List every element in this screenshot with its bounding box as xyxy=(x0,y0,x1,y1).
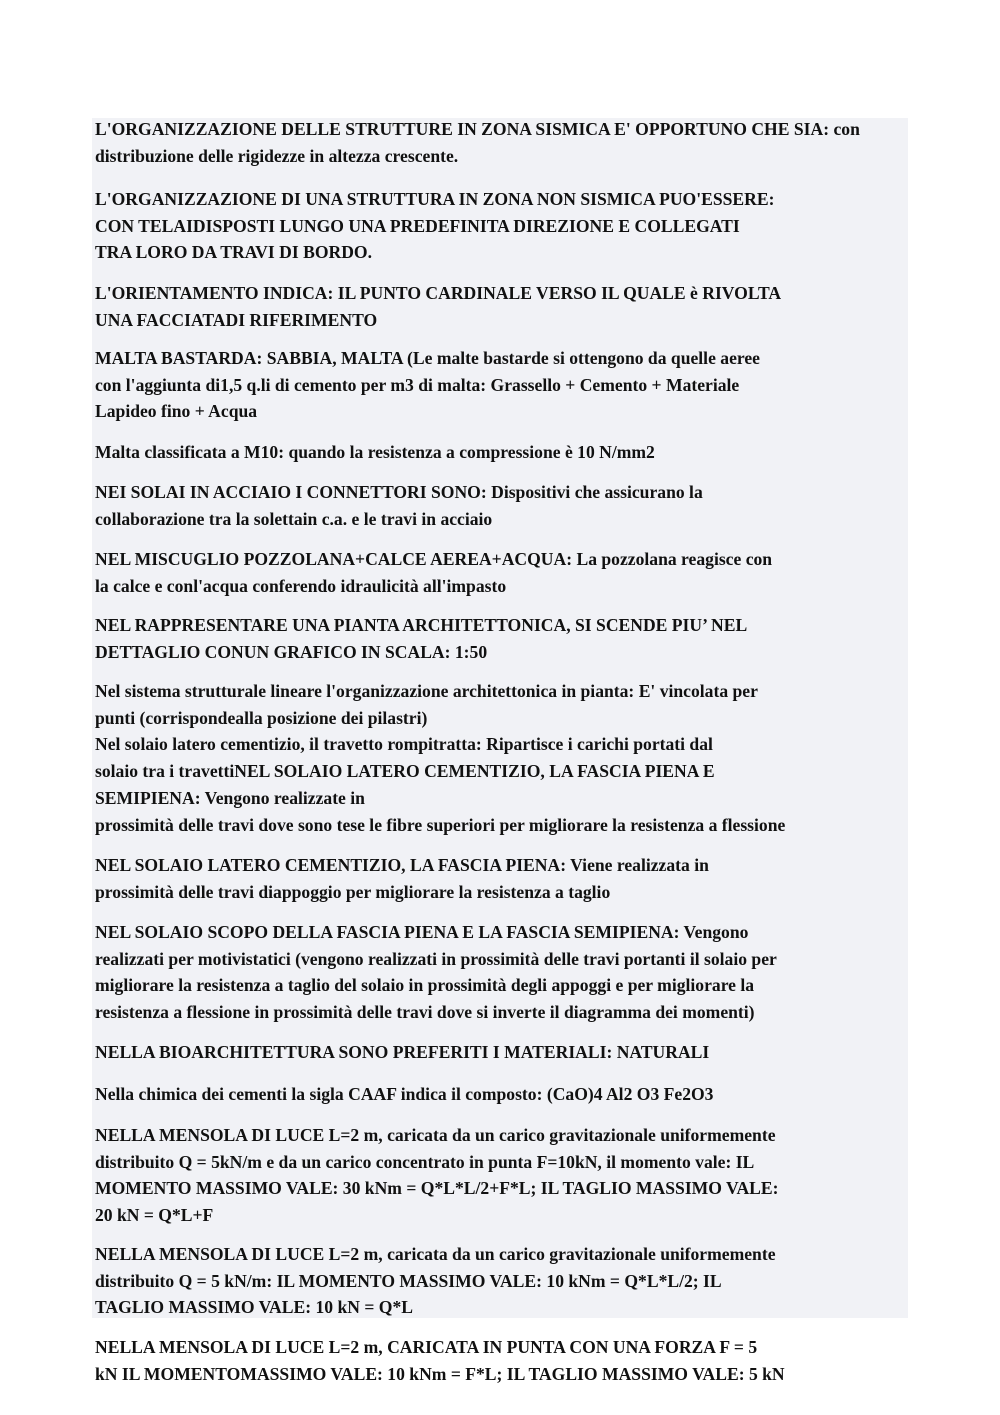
text-line: migliorare la resistenza a taglio del solaio in prossimità degli appoggi e per migliorare la xyxy=(95,975,755,996)
text-line: Lapideo fino + Acqua xyxy=(95,401,258,422)
text-line: NEL RAPPRESENTARE UNA PIANTA ARCHITETTONICA, SI SCENDE PIU’ NEL xyxy=(95,615,748,635)
text-line: Nel solaio latero cementizio, il travetto rompitratta: Ripartisce i carichi portati dal xyxy=(95,734,713,755)
text-line: kN IL MOMENTOMASSIMO VALE: 10 kNm = F*L; IL TAGLIO MASSIMO VALE: 5 kN xyxy=(95,1363,785,1384)
text-line: NELLA MENSOLA DI LUCE L=2 m, CARICATA IN PUNTA CON UNA FORZA F = 5 xyxy=(95,1337,758,1357)
paragraph-bioarchitettura xyxy=(95,1039,709,1066)
paragraph-fascia-semipiena xyxy=(95,919,777,1026)
paragraph-sistema-strutturale xyxy=(95,678,785,838)
text-line: prossimità delle travi diappoggio per migliorare la resistenza a taglio xyxy=(95,881,611,902)
paragraph-solai-acciaio xyxy=(95,479,703,532)
paragraph-pozzolana xyxy=(95,546,772,599)
text-line: MOMENTO MASSIMO VALE: 30 kNm = Q*L*L/2+F*L; IL TAGLIO MASSIMO VALE: xyxy=(95,1178,779,1199)
text-line: CON TELAIDISPOSTI LUNGO UNA PREDEFINITA DIREZIONE E COLLEGATI xyxy=(95,215,740,236)
text-line: resistenza a flessione in prossimità delle travi dove si inverte il diagramma dei momenti) xyxy=(95,1002,755,1023)
text-line: distribuito Q = 5 kN/m: IL MOMENTO MASSIMO VALE: 10 kNm = Q*L*L/2; IL xyxy=(95,1270,722,1291)
text-line: Nella chimica dei cementi la sigla CAAF indica il composto: (CaO)4 Al2 O3 Fe2O3 xyxy=(95,1084,714,1104)
paragraph-mensola-carico-distribuito xyxy=(95,1241,776,1321)
paragraph-mensola-carico-concentrato xyxy=(95,1122,779,1229)
text-line: la calce e conl'acqua conferendo idraulicità all'impasto xyxy=(95,575,507,596)
text-line: NEI SOLAI IN ACCIAIO I CONNETTORI SONO: Dispositivi che assicurano la xyxy=(95,482,703,502)
text-line: SEMIPIENA: Vengono realizzate in xyxy=(95,787,365,808)
text-line: NEL MISCUGLIO POZZOLANA+CALCE AEREA+ACQUA: La pozzolana reagisce con xyxy=(95,549,773,569)
text-line: 20 kN = Q*L+F xyxy=(95,1205,214,1226)
text-line: MALTA BASTARDA: SABBIA, MALTA (Le malte bastarde si ottengono da quelle aeree xyxy=(95,348,760,368)
text-line: TRA LORO DA TRAVI DI BORDO. xyxy=(95,242,372,263)
text-line: TAGLIO MASSIMO VALE: 10 kN = Q*L xyxy=(95,1297,413,1318)
text-line: solaio tra i travettiNEL SOLAIO LATERO CEMENTIZIO, LA FASCIA PIENA E xyxy=(95,761,715,782)
text-line: DETTAGLIO CONUN GRAFICO IN SCALA: 1:50 xyxy=(95,641,488,662)
paragraph-organizzazione-non-sismica xyxy=(95,186,774,266)
text-line: punti (corrispondealla posizione dei pilastri) xyxy=(95,707,428,728)
text-line: NELLA MENSOLA DI LUCE L=2 m, caricata da un carico gravitazionale uniformemente xyxy=(95,1125,776,1145)
paragraph-fascia-piena xyxy=(95,852,709,905)
text-line: Malta classificata a M10: quando la resistenza a compressione è 10 N/mm2 xyxy=(95,442,655,462)
text-line: realizzati per motivistatici (vengono realizzati in prossimità delle travi portanti il solaio per xyxy=(95,948,777,969)
text-line: NEL SOLAIO SCOPO DELLA FASCIA PIENA E LA FASCIA SEMIPIENA: Vengono xyxy=(95,922,749,942)
text-line: L'ORGANIZZAZIONE DELLE STRUTTURE IN ZONA SISMICA E' OPPORTUNO CHE SIA: con xyxy=(95,119,860,139)
text-line: collaborazione tra la solettain c.a. e le travi in acciaio xyxy=(95,508,493,529)
text-line: UNA FACCIATADI RIFERIMENTO xyxy=(95,309,378,330)
paragraph-organizzazione-sismica xyxy=(95,116,860,169)
paragraph-malta-m10 xyxy=(95,439,655,466)
text-line: NEL SOLAIO LATERO CEMENTIZIO, LA FASCIA PIENA: Viene realizzata in xyxy=(95,855,709,875)
text-line: prossimità delle travi dove sono tese le fibre superiori per migliorare la resistenza a flessione xyxy=(95,814,786,835)
paragraph-orientamento xyxy=(95,280,781,333)
paragraph-mensola-forza-punta xyxy=(95,1334,785,1387)
text-line: distribuzione delle rigidezze in altezza crescente. xyxy=(95,145,459,166)
text-line: distribuito Q = 5kN/m e da un carico concentrato in punta F=10kN, il momento vale: IL xyxy=(95,1151,755,1172)
text-line: NELLA MENSOLA DI LUCE L=2 m, caricata da un carico gravitazionale uniformemente xyxy=(95,1244,776,1264)
paragraph-malta-bastarda xyxy=(95,345,760,425)
text-line: L'ORGANIZZAZIONE DI UNA STRUTTURA IN ZONA NON SISMICA PUO'ESSERE: xyxy=(95,189,775,209)
text-line: Nel sistema strutturale lineare l'organizzazione architettonica in pianta: E' vincolata per xyxy=(95,681,758,701)
text-line: con l'aggiunta di1,5 q.li di cemento per m3 di malta: Grassello + Cemento + Materiale xyxy=(95,374,740,395)
paragraph-pianta-architettonica xyxy=(95,612,747,665)
text-line: L'ORIENTAMENTO INDICA: IL PUNTO CARDINALE VERSO IL QUALE è RIVOLTA xyxy=(95,283,782,303)
text-line: NELLA BIOARCHITETTURA SONO PREFERITI I MATERIALI: NATURALI xyxy=(95,1042,710,1062)
paragraph-chimica-cementi xyxy=(95,1081,713,1108)
